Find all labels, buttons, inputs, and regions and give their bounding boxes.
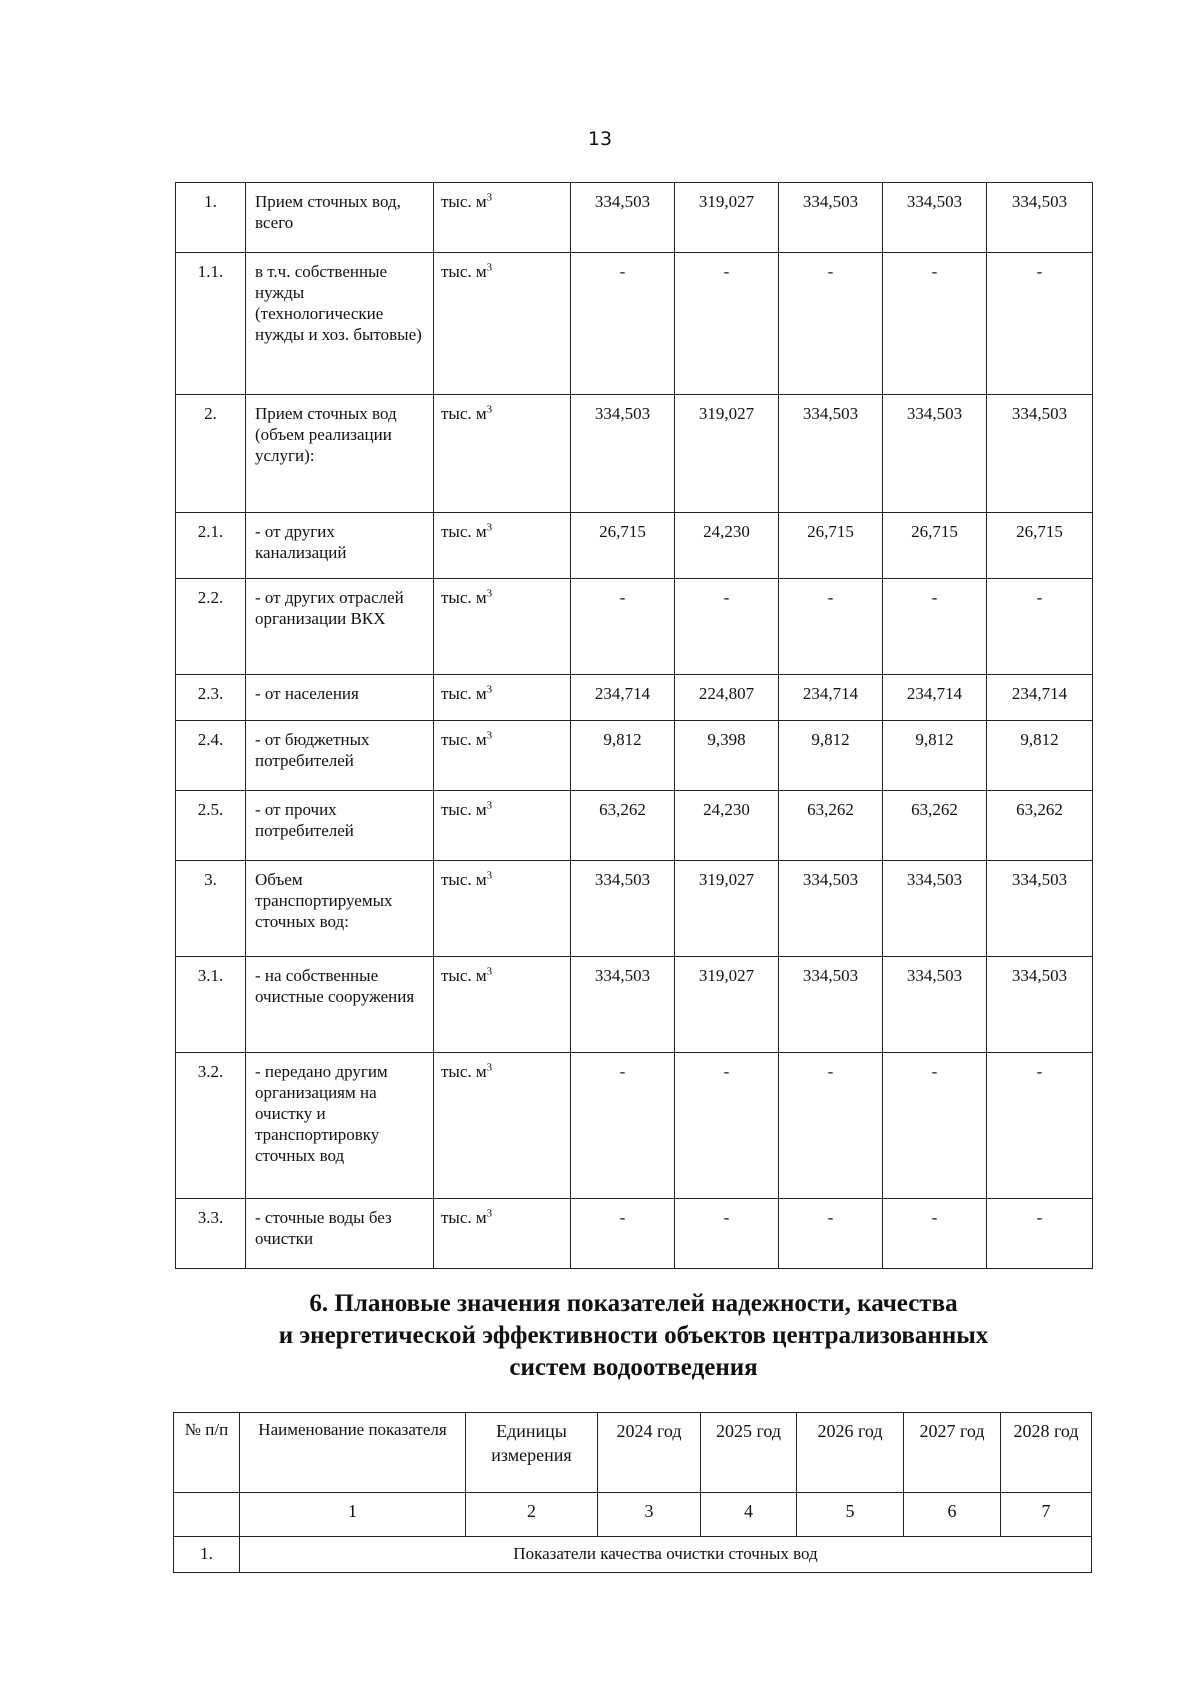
unit-superscript: 3 — [486, 1061, 493, 1074]
value-cell: 334,503 — [987, 957, 1093, 1053]
unit-superscript: 3 — [486, 403, 493, 416]
unit-cell — [434, 513, 571, 579]
value-cell: 334,503 — [987, 183, 1093, 253]
table-row — [176, 957, 1093, 1053]
value-cell: 334,503 — [571, 957, 675, 1053]
header-cell: 2025 год — [701, 1413, 797, 1493]
section-title-line: и энергетической эффективности объектов централизованных — [278, 1322, 989, 1349]
value-cell: 319,027 — [675, 183, 779, 253]
value-cell: 63,262 — [571, 791, 675, 861]
row-number-cell: 3.2. — [176, 1053, 246, 1199]
value-cell: 334,503 — [779, 861, 883, 957]
value-cell: - — [779, 579, 883, 675]
unit-text: тыс. м — [441, 800, 487, 819]
value-cell: - — [883, 1053, 987, 1199]
value-cell: 26,715 — [987, 513, 1093, 579]
indicator-name-cell: - на собственные очистные сооружения — [246, 957, 434, 1053]
unit-text: тыс. м — [441, 1208, 487, 1227]
unit-text: тыс. м — [441, 404, 487, 423]
value-cell: - — [571, 253, 675, 395]
value-cell: 334,503 — [571, 861, 675, 957]
unit-text: тыс. м — [441, 684, 487, 703]
section-title — [175, 1288, 1092, 1384]
unit-text: тыс. м — [441, 966, 487, 985]
row-number-cell: 3.3. — [176, 1199, 246, 1269]
unit-cell — [434, 675, 571, 721]
row-number-cell: 1.1. — [176, 253, 246, 395]
table-row — [176, 675, 1093, 721]
table-row — [176, 513, 1093, 579]
row-number-cell: 2.5. — [176, 791, 246, 861]
unit-text: тыс. м — [441, 1062, 487, 1081]
indicator-name-cell: - передано другим организациям на очистку и транспортировку сточных вод — [246, 1053, 434, 1199]
unit-text: тыс. м — [441, 870, 487, 889]
indicator-name-cell: - от прочих потребителей — [246, 791, 434, 861]
table-row — [176, 253, 1093, 395]
row-number-cell: 2.1. — [176, 513, 246, 579]
unit-superscript: 3 — [486, 729, 493, 742]
value-cell: - — [883, 1199, 987, 1269]
header-cell: 2026 год — [797, 1413, 904, 1493]
column-number-cell: 1 — [240, 1493, 466, 1537]
value-cell: 334,503 — [779, 183, 883, 253]
value-cell: 234,714 — [571, 675, 675, 721]
column-number-cell: 2 — [466, 1493, 598, 1537]
value-cell: - — [571, 1199, 675, 1269]
indicator-name-cell: Прием сточных вод (объем реализации услуги): — [246, 395, 434, 513]
unit-superscript: 3 — [486, 869, 493, 882]
section-title-line: 6. Плановые значения показателей надежности, качества — [309, 1290, 958, 1317]
unit-cell — [434, 395, 571, 513]
value-cell: 24,230 — [675, 513, 779, 579]
value-cell: 334,503 — [571, 183, 675, 253]
row-number-cell: 2.2. — [176, 579, 246, 675]
unit-text: тыс. м — [441, 588, 487, 607]
indicator-name-cell: - от других отраслей организации ВКХ — [246, 579, 434, 675]
row-number-cell: 2.4. — [176, 721, 246, 791]
table-row — [176, 395, 1093, 513]
unit-cell — [434, 861, 571, 957]
value-cell: 334,503 — [883, 183, 987, 253]
unit-text: тыс. м — [441, 192, 487, 211]
row-number-cell: 1. — [174, 1537, 240, 1573]
unit-text: тыс. м — [441, 262, 487, 281]
value-cell: 224,807 — [675, 675, 779, 721]
row-number-cell: 2. — [176, 395, 246, 513]
value-cell: - — [779, 1199, 883, 1269]
value-cell: 9,812 — [571, 721, 675, 791]
unit-superscript: 3 — [486, 965, 493, 978]
value-cell: 63,262 — [987, 791, 1093, 861]
unit-cell — [434, 579, 571, 675]
value-cell: - — [883, 579, 987, 675]
indicators-table — [173, 1412, 1092, 1573]
value-cell: 26,715 — [779, 513, 883, 579]
value-cell: 26,715 — [883, 513, 987, 579]
value-cell: - — [883, 253, 987, 395]
unit-superscript: 3 — [486, 521, 493, 534]
header-cell: № п/п — [174, 1413, 240, 1493]
value-cell: - — [987, 1053, 1093, 1199]
value-cell: 234,714 — [779, 675, 883, 721]
column-number-cell: 3 — [598, 1493, 701, 1537]
row-number-cell: 1. — [176, 183, 246, 253]
unit-superscript: 3 — [486, 261, 493, 274]
unit-superscript: 3 — [486, 1207, 493, 1220]
value-cell: 9,812 — [883, 721, 987, 791]
table-row — [174, 1537, 1092, 1573]
unit-cell — [434, 957, 571, 1053]
column-number-cell: 6 — [904, 1493, 1001, 1537]
value-cell: - — [675, 1053, 779, 1199]
page-number: 13 — [587, 128, 613, 150]
wastewater-volume-table — [175, 182, 1093, 1269]
unit-cell — [434, 791, 571, 861]
table-header-row — [174, 1413, 1092, 1493]
indicator-name-cell: Прием сточных вод, всего — [246, 183, 434, 253]
table-row — [176, 183, 1093, 253]
value-cell: - — [987, 253, 1093, 395]
table-row — [176, 1053, 1093, 1199]
value-cell: 334,503 — [779, 395, 883, 513]
column-number-cell — [174, 1493, 240, 1537]
value-cell: - — [779, 253, 883, 395]
value-cell: 334,503 — [883, 957, 987, 1053]
value-cell: 9,812 — [987, 721, 1093, 791]
unit-cell — [434, 721, 571, 791]
value-cell: 319,027 — [675, 395, 779, 513]
unit-text: тыс. м — [441, 730, 487, 749]
section-title-line: систем водоотведения — [509, 1354, 758, 1381]
indicator-name-cell: - от бюджетных потребителей — [246, 721, 434, 791]
row-number-cell: 3.1. — [176, 957, 246, 1053]
value-cell: - — [987, 1199, 1093, 1269]
value-cell: 334,503 — [883, 395, 987, 513]
value-cell: 234,714 — [883, 675, 987, 721]
indicator-name-cell: в т.ч. собственные нужды (технологические нужды и хоз. бытовые) — [246, 253, 434, 395]
indicator-name-cell: Объем транспортируемых сточных вод: — [246, 861, 434, 957]
unit-superscript: 3 — [486, 587, 493, 600]
unit-superscript: 3 — [486, 191, 493, 204]
unit-cell — [434, 183, 571, 253]
unit-text: тыс. м — [441, 522, 487, 541]
value-cell: 9,398 — [675, 721, 779, 791]
header-cell: Наименование показателя — [240, 1413, 466, 1493]
indicator-name-cell: - от населения — [246, 675, 434, 721]
column-number-row — [174, 1493, 1092, 1537]
value-cell: 24,230 — [675, 791, 779, 861]
value-cell: 334,503 — [779, 957, 883, 1053]
indicator-name-cell: - сточные воды без очистки — [246, 1199, 434, 1269]
value-cell: - — [571, 579, 675, 675]
row-number-cell: 3. — [176, 861, 246, 957]
unit-cell — [434, 253, 571, 395]
column-number-cell: 5 — [797, 1493, 904, 1537]
row-number-cell: 2.3. — [176, 675, 246, 721]
header-cell: 2028 год — [1001, 1413, 1092, 1493]
table-row — [176, 579, 1093, 675]
unit-cell — [434, 1199, 571, 1269]
value-cell: - — [571, 1053, 675, 1199]
unit-cell — [434, 1053, 571, 1199]
column-number-cell: 7 — [1001, 1493, 1092, 1537]
value-cell: 334,503 — [987, 395, 1093, 513]
unit-superscript: 3 — [486, 683, 493, 696]
value-cell: 334,503 — [987, 861, 1093, 957]
value-cell: - — [675, 579, 779, 675]
value-cell: 319,027 — [675, 861, 779, 957]
table-row — [176, 721, 1093, 791]
value-cell: 9,812 — [779, 721, 883, 791]
indicator-name-cell: - от других канализаций — [246, 513, 434, 579]
value-cell: - — [779, 1053, 883, 1199]
value-cell: 234,714 — [987, 675, 1093, 721]
unit-superscript: 3 — [486, 799, 493, 812]
table-row — [176, 1199, 1093, 1269]
value-cell: 26,715 — [571, 513, 675, 579]
table-row — [176, 861, 1093, 957]
value-cell: 63,262 — [883, 791, 987, 861]
group-label-cell: Показатели качества очистки сточных вод — [240, 1537, 1092, 1573]
value-cell: 334,503 — [883, 861, 987, 957]
value-cell: 63,262 — [779, 791, 883, 861]
header-cell: 2027 год — [904, 1413, 1001, 1493]
header-cell: 2024 год — [598, 1413, 701, 1493]
value-cell: 334,503 — [571, 395, 675, 513]
header-cell: Единицы измерения — [466, 1413, 598, 1493]
value-cell: - — [675, 253, 779, 395]
value-cell: 319,027 — [675, 957, 779, 1053]
column-number-cell: 4 — [701, 1493, 797, 1537]
table-row — [176, 791, 1093, 861]
value-cell: - — [675, 1199, 779, 1269]
value-cell: - — [987, 579, 1093, 675]
